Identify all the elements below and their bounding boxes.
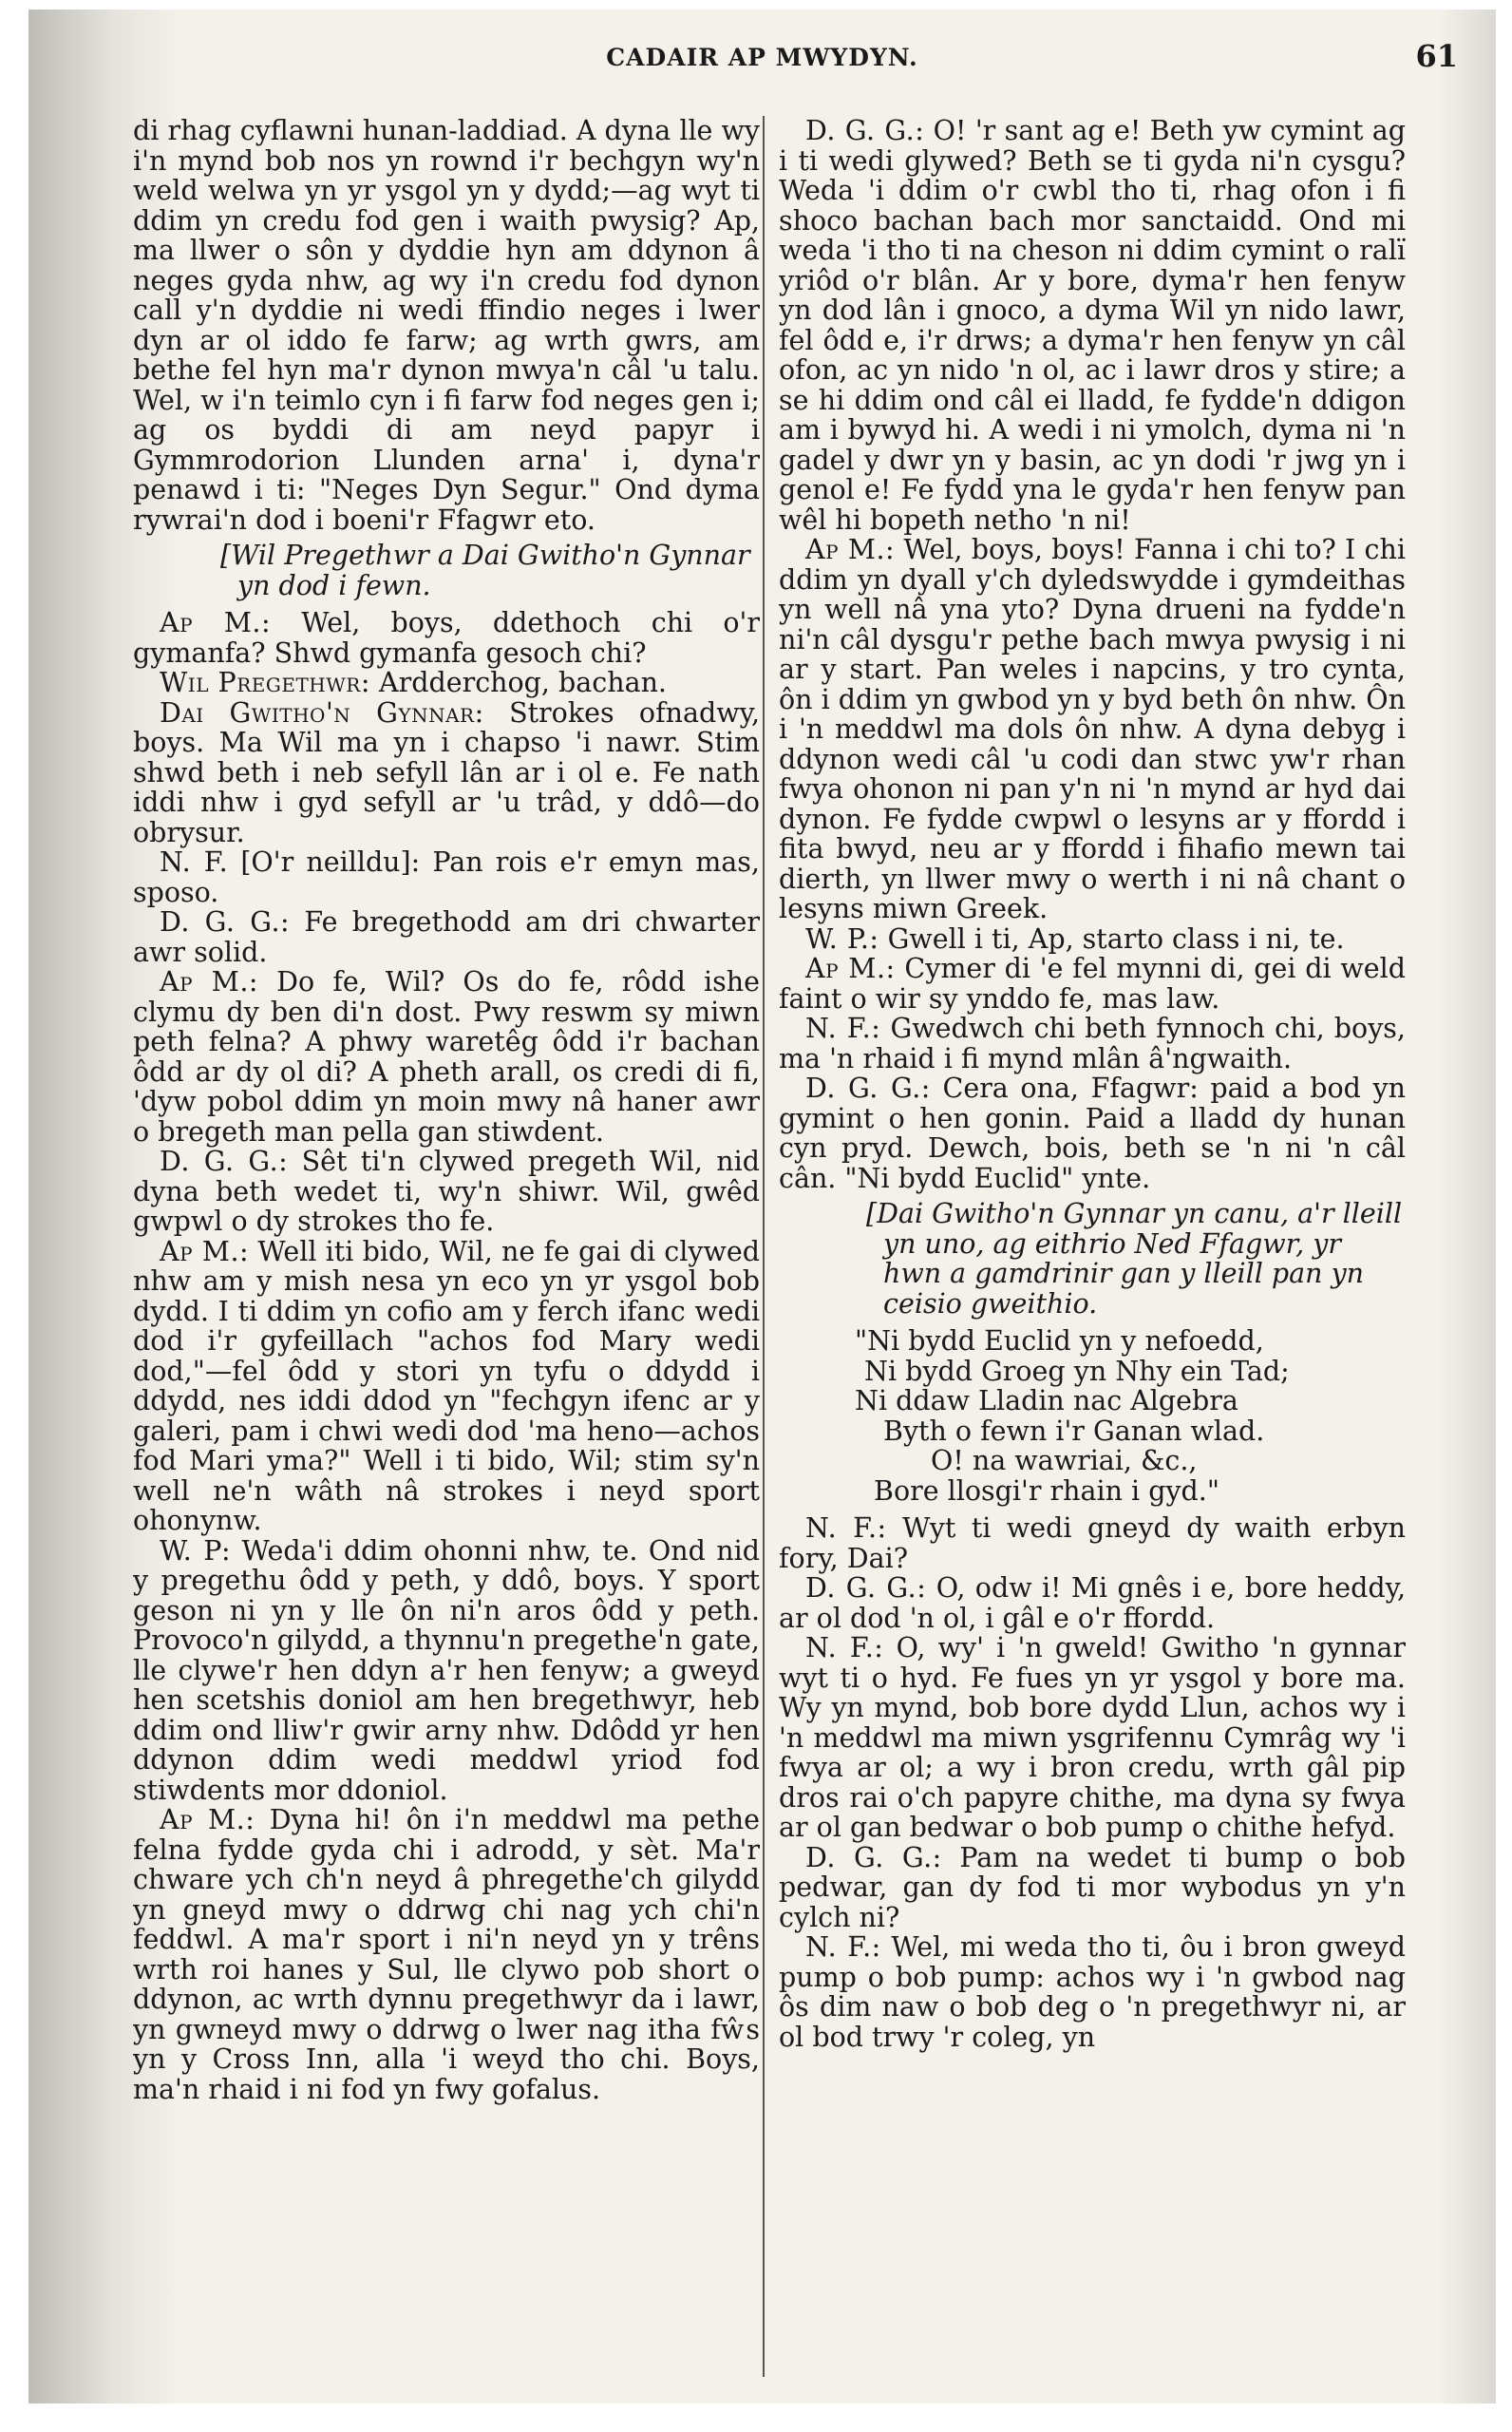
- song-line: Bore llosgi'r rhain i gyd.": [874, 1474, 1219, 1507]
- speaker-name: Wil Pregethwr:: [160, 667, 370, 698]
- page-number: 61: [1415, 38, 1458, 74]
- song-line: O! na wawriai, &c.,: [931, 1445, 1198, 1476]
- dialogue-paragraph: [779, 535, 1406, 924]
- song-line: "Ni bydd Euclid yn y nefoedd,: [855, 1325, 1264, 1357]
- speaker-name: N. F.:: [805, 1512, 887, 1544]
- dialogue-text: [O'r neilldu]: Pan rois e'r emyn mas, sposo.: [133, 846, 760, 908]
- dialogue-text: Strokes ofnadwy, boys. Ma Wil ma yn i chapso 'i nawr. Stim shwd beth i neb sefyll lân ar i ol e. Fe nath iddi nhw i gyd sefyll ar 'u trâd, y ddô—do obrysur.: [133, 696, 760, 848]
- dialogue-paragraph: [133, 847, 760, 907]
- dialogue-paragraph: [133, 1237, 760, 1536]
- speaker-name: W. P.:: [805, 922, 879, 955]
- dialogue-text: O, odw i! Mi gnês i e, bore heddy, ar ol dod 'n ol, i gâl e o'r ffordd.: [779, 1572, 1406, 1634]
- running-title: CADAIR AP MWYDYN.: [606, 44, 918, 71]
- stage-direction: [Wil Pregethwr a Dai Gwitho'n Gynnar yn dod i fewn.: [220, 540, 750, 601]
- song-line: Byth o fewn i'r Ganan wlad.: [883, 1415, 1265, 1447]
- dialogue-text: Cera ona, Ffagwr: paid a bod yn gymint o hen gonin. Paid a lladd dy hunan cyn pryd. Dewch, bois, beth se 'n ni 'n câl cân. "Ni bydd Euclid" ynte.: [779, 1073, 1406, 1194]
- speaker-name: Ap M.:: [160, 1235, 250, 1267]
- dialogue-paragraph: [779, 1573, 1406, 1633]
- dialogue-text: Wel, mi weda tho ti, ôu i bron gweyd pump o bob pump: achos wy i 'n gwbod nag ôs dim naw o bob deg o 'n pregethwyr ni, ar ol bod trwy 'r coleg, yn: [779, 1931, 1406, 2053]
- speaker-name: Ap M.:: [160, 607, 272, 638]
- speaker-name: N. F.:: [805, 1632, 884, 1663]
- right-column: [779, 116, 1406, 2386]
- dialogue-text: Fe bregethodd am dri chwarter awr solid.: [133, 906, 760, 968]
- speaker-name: Ap M.:: [160, 1804, 255, 1835]
- dialogue-text: Wel, boys, ddethoch chi o'r gymanfa? Shwd gymanfa gesoch chi?: [133, 607, 760, 669]
- speaker-name: D. G. G.:: [805, 1073, 931, 1104]
- dialogue-paragraph: [133, 698, 760, 848]
- stage-direction: [Dai Gwitho'n Gynnar yn canu, a'r lleill yn uno, ag eithrio Ned Ffagwr, yr hwn a gamdrinir gan y lleill pan yn ceisio gweithio.: [866, 1198, 1403, 1320]
- dialogue-text: Gwedwch chi beth fynnoch chi, boys, ma 'n rhaid i fi mynd mlân â'ngwaith.: [779, 1013, 1406, 1074]
- dialogue-paragraph: [779, 116, 1406, 535]
- left-column: [133, 116, 760, 2386]
- speaker-name: D. G. G.:: [160, 906, 291, 938]
- dialogue-text: Pam na wedet ti bump o bob pedwar, gan dy fod ti mor wybodus yn y'n cylch ni?: [779, 1841, 1406, 1933]
- dialogue-text: Gwell i ti, Ap, starto class i ni, te.: [887, 922, 1345, 955]
- dialogue-text: Well iti bido, Wil, ne fe gai di clywed nhw am y mish nesa yn eco yn yr ysgol bob dydd. I ti ddim yn cofio am y ferch ifanc wedi dod i'r gyfeillach "achos fod Mary wedi dod,"—fel ôdd y stori yn tyfu o ddydd i ddydd, nes iddi ddod yn "fechgyn ifenc ar y galeri, pam i chwi wedi dod 'ma heno—achos fod Mari yma?" Well i ti bido, Wil; stim sy'n well ne'n wâth nâ strokes i neyd sport ohonynw.: [133, 1235, 760, 1536]
- song-verse: [845, 1326, 1406, 1506]
- dialogue-paragraph: [779, 1513, 1406, 1573]
- song-line: Ni bydd Groeg yn Nhy ein Tad;: [864, 1355, 1290, 1387]
- dialogue-text: Sêt ti'n clywed pregeth Wil, nid dyna beth wedet ti, wy'n shiwr. Wil, gwêd gwpwl o dy strokes tho fe.: [133, 1146, 760, 1237]
- speaker-name: Ap M.:: [160, 966, 259, 998]
- dialogue-text: Dyna hi! ôn i'n meddwl ma pethe felna fydde gyda chi i adrodd, y sèt. Ma'r chware ych ch'n neyd â phregethe'ch gilydd yn gneyd mwy o ddrwg chi nag ych chi'n feddwl. A ma'r sport i ni'n neyd yn y trêns wrth roi hanes y Sul, lle clywo pob short o ddynon, ac wrth dynnu pregethwyr da i lawr, yn gwneyd mwy o ddrwg o lwer nag itha fŵs yn y Cross Inn, alla 'i weyd tho chi. Boys, ma'n rhaid i ni fod yn fwy gofalus.: [133, 1804, 760, 2105]
- speaker-name: Dai Gwitho'n Gynnar:: [160, 696, 484, 729]
- dialogue-text: Weda'i ddim ohonni nhw, te. Ond nid y pregethu ôdd y peth, y ddô, boys. Y sport geson ni yn y lle ôn ni'n aros ôdd y peth. Provoco'n gilydd, a thynnu'n pregethe'n gate, lle clywe'r hen ddyn a'r hen fenyw; a gweyd hen scetshis doniol am hen bregethwyr, heb ddim ond lliw'r gwir arny nhw. Ddôdd yr hen ddynon ddim wedi meddwl yriod fod stiwdents mor ddoniol.: [133, 1534, 760, 1806]
- page-header: [28, 38, 1496, 82]
- speaker-name: Ap M.:: [805, 953, 896, 984]
- page-sheet: [28, 10, 1496, 2404]
- dialogue-paragraph: [779, 1014, 1406, 1074]
- dialogue-paragraph: [779, 954, 1406, 1014]
- speaker-name: N. F.:: [805, 1931, 881, 1963]
- dialogue-text: Do fe, Wil? Os do fe, rôdd ishe clymu dy ben di'n dost. Pwy reswm sy miwn peth felna? A phwy waretêg ôdd i'r bachan ôdd ar dy ol di? A pheth arall, os credi di fi, 'dyw pobol ddim yn moin mwy nâ haner awr o bregeth man pella gan stiwdent.: [133, 966, 760, 1148]
- speaker-name: N. F.:: [805, 1013, 881, 1044]
- dialogue-paragraph: [779, 1843, 1406, 1933]
- dialogue-paragraph: [779, 1074, 1406, 1193]
- dialogue-paragraph: [133, 1147, 760, 1237]
- dialogue-paragraph: [133, 608, 760, 668]
- dialogue-paragraph: [133, 967, 760, 1147]
- dialogue-paragraph: [133, 1805, 760, 2104]
- dialogue-paragraph: [133, 668, 760, 698]
- speaker-name: D. G. G.:: [805, 1572, 927, 1604]
- speaker-name: W. P:: [160, 1534, 232, 1567]
- dialogue-text: Cymer di 'e fel mynni di, gei di weld faint o wir sy ynddo fe, mas law.: [779, 953, 1406, 1015]
- speaker-name: Ap M.:: [805, 534, 896, 565]
- song-line: Ni ddaw Lladin nac Algebra: [855, 1385, 1238, 1416]
- speaker-name: D. G. G.:: [805, 116, 925, 146]
- speaker-name: D. G. G.:: [160, 1146, 289, 1177]
- dialogue-text: O, wy' i 'n gweld! Gwitho 'n gynnar wyt ti o hyd. Fe fues yn yr ysgol y bore ma. Wy yn mynd, bob bore dydd Llun, achos wy i 'n meddwl ma miwn ysgrifennu Cymrâg wy 'i fwya ar ol; a wy i bron credu, wrth gâl pip dros rai o'ch papyre chithe, ma dyna sy fwya ar ol gan bedwar o bob pump o chithe hefyd.: [779, 1632, 1406, 1843]
- dialogue-paragraph: [779, 1633, 1406, 1843]
- dialogue-paragraph: [133, 907, 760, 967]
- column-divider: [763, 116, 765, 2377]
- dialogue-paragraph: [779, 1932, 1406, 2052]
- dialogue-text: di rhag cyflawni hunan-laddiad. A dyna lle wy i'n mynd bob nos yn rownd i'r bechgyn wy'n weld welwa yn yr ysgol yn y dydd;—ag wyt ti ddim yn credu fod gen i waith pwysig? Ap, ma llwer o sôn y dyddie hyn am ddynon â neges gyda nhw, ag wy i'n credu fod dynon call y'n dyddie ni wedi ffindio neges i lwer dyn ar ol iddo fe farw; ag wrth gwrs, am bethe fel hyn ma'r dynon mwya'n câl 'u talu. Wel, w i'n teimlo cyn i fi farw fod neges gen i; ag os byddi di am neyd papyr i Gymmrodorion Llunden arna' i, dyna'r penawd i ti: "Neges Dyn Segur." Ond dyma rywrai'n dod i boeni'r Ffagwr eto.: [133, 116, 760, 536]
- dialogue-text: Wel, boys, boys! Fanna i chi to? I chi ddim yn dyall y'ch dyledswydde i gymdeithas yn well nâ yna yto? Dyna drueni na fydde'n ni'n câl dysgu'r pethe bach mwya pwysig i ni ar y start. Pan weles i napcins, y tro cynta, ôn i ddim yn gwbod yn y byd beth ôn nhw. Ôn i 'n meddwl ma dols ôn nhw. A dyna debyg i ddynon wedi câl 'u codi dan stwc yw'r rhan fwya ohonon ni pan y'n ni 'n mynd ar hyd dai dynon. Fe fydde cwpwl o lesyns ar y ffordd i fita bwyd, neu ar y ffordd i fihafio mewn tai dierth, yn llwer mwy o werth i ni nâ chant o lesyns miwn Greek.: [779, 534, 1406, 924]
- dialogue-paragraph: [779, 924, 1406, 955]
- speaker-name: N. F.: [160, 846, 229, 878]
- dialogue-paragraph: [133, 116, 760, 535]
- speaker-name: D. G. G.:: [805, 1841, 942, 1873]
- dialogue-paragraph: [133, 1536, 760, 1806]
- dialogue-text: Ardderchog, bachan.: [379, 667, 667, 698]
- dialogue-text: Wyt ti wedi gneyd dy waith erbyn fory, Dai?: [779, 1512, 1406, 1574]
- dialogue-text: O! 'r sant ag e! Beth yw cymint ag i ti wedi glywed? Beth se ti gyda ni'n cysgu? Weda 'i ddim o'r cwbl tho ti, rhag ofon i fi shoco bachan bach mor sanctaidd. Ond mi weda 'i tho ti na cheson ni ddim cymint o ralï yriôd o'r blân. Ar y bore, dyma'r hen fenyw yn dod lân i gnoco, a dyma Wil yn nido lawr, fel ôdd e, i'r drws; a dyma'r hen fenyw yn câl ofon, ac yn nido 'n ol, ac i lawr dros y stire; a se hi ddim ond câl ei lladd, fe fydde'n ddigon am i bywyd hi. A wedi i ni ymolch, dyma ni 'n gadel y dwr yn y basin, ac yn dodi 'r jwg yn i genol e! Fe fydd yna le gyda'r hen fenyw pan wêl hi bopeth netho 'n ni!: [779, 116, 1406, 536]
